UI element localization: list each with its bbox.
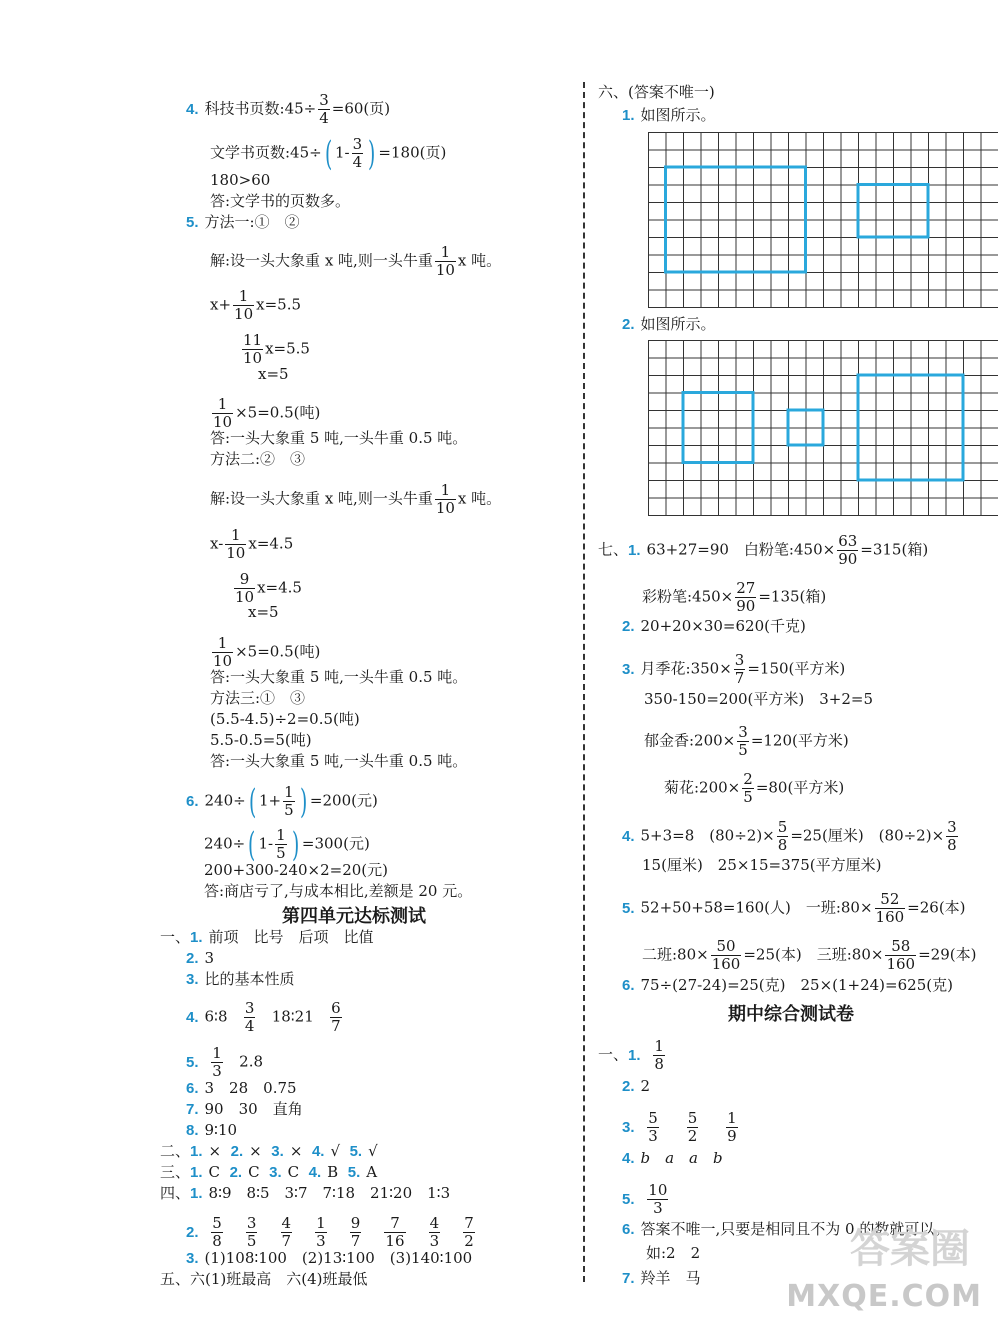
column-divider [583,82,585,1282]
q6-line-b: 240÷( 1- $\frac{1}{5}$ ) =300(元) [204,824,370,865]
s1-item5: 5. $\frac{1}{3}$ 2.8 [186,1044,264,1080]
s7-item4a: 4. 5+3=8 (80÷2)× $\frac{5}{8}$ =25(厘米) (80÷2)× $\frac{3}{8}$ [622,818,957,854]
s1-item8: 8. 9∶10 [186,1121,238,1139]
s3-row: 三、1. C 2. C 3. C 4. B 5. A [160,1163,378,1181]
q6-line-c: 200+300-240×2=20(元) [204,861,388,879]
q5-f1: x- $\frac{1}{10}$ x=4.5 [210,526,294,562]
s7-item5a: 5. 52+50+58=160(人) 一班:80× $\frac{52}{160}$ =26(本) [622,890,966,926]
s7-item3b: 350-150=200(平方米) 3+2=5 [644,690,873,708]
s6-item2: 2. 如图所示。 [622,315,716,333]
unit4-title: 第四单元达标测试 [282,906,426,927]
s1-item4: 4. 6∶8 $\frac{3}{4}$ 18∶21 $\frac{6}{7}$ [186,999,341,1035]
q6-line-a: 6. 240÷( 1+ $\frac{1}{5}$ ) =200(元) [186,781,378,822]
midterm-title: 期中综合测试卷 [728,1004,854,1025]
s7-item1b: 彩粉笔:450× $\frac{27}{90}$ =135(箱) [642,579,827,615]
watermark-logo: 答案圈 [850,1226,970,1272]
m1-item6b: 如:2 2 [646,1244,701,1262]
s1-item6: 6. 3 28 0.75 [186,1079,297,1097]
q4-answer: 答:文学书的页数多。 [210,192,351,210]
q5-setup2: 解:设一头大象重 x 吨,则一头牛重 $\frac{1}{10}$ x 吨。 [210,481,502,517]
m1-item7: 7. 羚羊 马 [622,1269,701,1287]
s1-item2: 2. 3 [186,949,215,967]
q5-f4: $\frac{1}{10}$ ×5=0.5(吨) [213,634,321,670]
q5-method2: 方法二:② ③ [210,450,306,468]
q5-f2: $\frac{9}{10}$ x=4.5 [235,570,302,606]
watermark: MXQE.COM [786,1279,982,1314]
m1-item4: 4. b a a b [622,1149,723,1167]
s7-item3c: 郁金香:200× $\frac{3}{5}$ =120(平方米) [644,723,849,759]
q5-method3: 方法三:① ③ [210,689,306,707]
q5-method1: 5. 方法一:① ② [186,213,300,231]
s7-item3a: 3. 月季花:350× $\frac{3}{7}$ =150(平方米) [622,651,846,687]
q5-g2: 5.5-0.5=5(吨) [210,731,312,749]
m1-item2: 2. 2 [622,1077,651,1095]
q4-line-a: 4. 科技书页数:45÷ $\frac{3}{4}$ =60(页) [186,91,391,127]
m1-item5: 5. $\frac{10}{3}$ [622,1181,668,1217]
q5-answer1: 答:一头大象重 5 吨,一头牛重 0.5 吨。 [210,429,468,447]
s7-item2: 2. 20+20×30=620(千克) [622,617,806,635]
q5-eq1: x+ $\frac{1}{10}$ x=5.5 [210,287,302,323]
s7-item3d: 菊花:200× $\frac{2}{5}$ =80(平方米) [664,770,845,806]
s4-item3: 3. (1)108∶100 (2)13∶100 (3)140∶100 [186,1249,473,1267]
s5-row: 五、六(1)班最高 六(4)班最低 [160,1270,368,1288]
s6-header: 六、(答案不唯一) [598,83,715,101]
q4-line-b: 文学书页数:45÷( 1- $\frac{3}{4}$ ) =180(页) [210,133,447,174]
s1-item7: 7. 90 30 直角 [186,1100,303,1118]
grid-figure-2 [648,340,998,516]
s1-item3: 3. 比的基本性质 [186,970,295,988]
q4-line-c: 180>60 [210,171,271,189]
s1-item1: 一、1. 前项 比号 后项 比值 [160,928,374,946]
s4-item1: 四、1. 8∶9 8∶5 3∶7 7∶18 21∶20 1∶3 [160,1184,451,1202]
q5-eq3: x=5 [258,365,289,383]
q5-f3: x=5 [248,603,279,621]
m1-item1: 一、1. $\frac{1}{8}$ [598,1037,664,1073]
m1-item3: 3. $\frac{5}{3}$ $\frac{5}{2}$ $\frac{1}{9}$ [622,1109,737,1145]
s6-item1: 1. 如图所示。 [622,106,716,124]
s7-item1a: 七、1. 63+27=90 白粉笔:450× $\frac{63}{90}$ =315(箱) [598,532,929,568]
q4-number: 4. [186,100,199,118]
s4-item2: 2. $\frac{5}{8}$ $\frac{3}{5}$ $\frac{4}{7}$ $\frac{1}{3}$ $\frac{9}{7}$ $\frac{7}{16}$ $\frac{4}{3}$ $\frac{7}{2}$ [186,1214,474,1250]
s7-item6: 6. 75÷(27-24)=25(克) 25×(1+24)=625(克) [622,976,953,994]
q5-eq2: $\frac{11}{10}$ x=5.5 [243,331,310,367]
s2-row: 二、1. × 2. × 3. × 4. √ 5. √ [160,1142,378,1160]
m1-item6: 6. 答案不唯一,只要是相同且不为 0 的数就可以。 [622,1220,950,1238]
q5-setup1: 解:设一头大象重 x 吨,则一头牛重 $\frac{1}{10}$ x 吨。 [210,243,502,279]
q5-eq4: $\frac{1}{10}$ ×5=0.5(吨) [213,395,321,431]
s7-item4b: 15(厘米) 25×15=375(平方厘米) [642,856,882,874]
q6-answer: 答:商店亏了,与成本相比,差额是 20 元。 [204,882,473,900]
q5-g1: (5.5-4.5)÷2=0.5(吨) [210,710,360,728]
q5-answer2: 答:一头大象重 5 吨,一头牛重 0.5 吨。 [210,668,468,686]
grid-figure-1 [648,132,998,308]
q5-answer3: 答:一头大象重 5 吨,一头牛重 0.5 吨。 [210,752,468,770]
s7-item5b: 二班:80× $\frac{50}{160}$ =25(本) 三班:80× $\frac{58}{160}$ =29(本) [642,937,977,973]
fraction: $\frac{3}{4}$ [319,91,329,127]
